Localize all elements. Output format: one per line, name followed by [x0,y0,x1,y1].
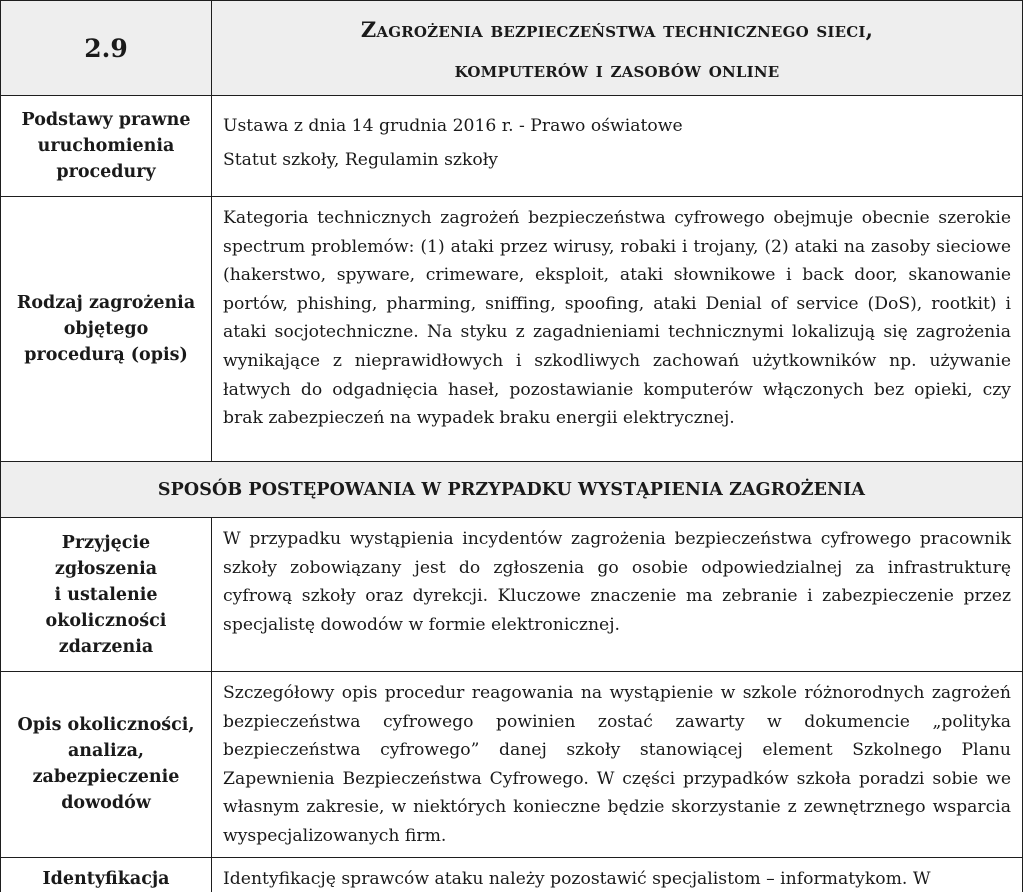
label-identyfikacja [1,857,212,892]
report-procedure: W przypadku wystąpienia incydentów zagrożenia bezpieczeństwa cyfrowego pracownik szkoły zobowiązany jest do zgłoszenia go osobie odpowiedzialnej za infrastrukturę cyfrową szkoły oraz dyrekcji. Kluczowe znaczenie ma zebranie i zabezpieczenie przez specjalistę dowodów w formie elektronicznej. [223,529,1011,635]
label-line: procedurą (opis) [24,345,188,365]
legal-basis-2: Statut szkoły, Regulamin szkoły [223,149,499,170]
label-rodzaj [1,197,212,462]
row-section-heading [1,462,1023,518]
legal-basis-1: Ustawa z dnia 14 grudnia 2016 r. - Prawo oświatowe [223,116,683,136]
label-line: i ustalenie [54,584,158,605]
procedure-title-line-2: komputerów i zasobów online [454,57,780,82]
label-line: objętego [63,319,149,339]
procedure-title [212,1,1023,96]
procedure-number: 2.9 [1,1,212,96]
label-line: Opis okoliczności, [17,715,195,736]
row-podstawy [1,96,1023,197]
label-przyjecie [1,518,212,672]
threat-description: Kategoria technicznych zagrożeń bezpieczeństwa cyfrowego obejmuje obecnie szerokie spectrum problemów: (1) ataki przez wirusy, robaki i trojany, (2) ataki na zasoby sieciowe (hakerstwo, spyware, crimeware, eksploit, ataki słownikowe i back door, skanowanie portów, phishing, pharming, sniffing, spoofing, ataki Denial of service (DoS), rootkit) i ataki socjotechniczne. Na styku z zagadnieniami technicznymi lokalizują się zagrożenia wynikające z nieprawidłowych i szkodliwych zachowań użytkowników np. używanie łatwych do odgadnięcia haseł, pozostawianie komputerów włączonych bez opieki, czy brak zabezpieczeń na wypadek braku energii elektrycznej. [223,208,1011,429]
label-line: Podstawy prawne [21,110,191,130]
section-heading: SPOSÓB POSTĘPOWANIA W PRZYPADKU WYSTĄPIENIA ZAGROŻENIA [1,462,1023,518]
label-line: Rodzaj zagrożenia [16,293,196,313]
analysis-procedure: Szczegółowy opis procedur reagowania na wystąpienie w szkole różnorodnych zagrożeń bezpieczeństwa cyfrowego powinien zostać zawarty w dokumencie „polityka bezpieczeństwa cyfrowego” danej szkoły stanowiącej element Szkolnego Planu Zapewnienia Bezpieczeństwa Cyfrowego. W części przypadków szkoła poradzi sobie we własnym zakresie, w niektórych konieczne będzie skorzystanie z zewnętrznego wsparcia wyspecjalizowanych firm. [223,683,1011,846]
label-line: Przyjęcie [61,532,151,553]
label-line: zgłoszenia [54,558,158,579]
content-opis [212,672,1023,858]
content-podstawy [212,96,1023,197]
content-rodzaj [212,197,1023,462]
label-podstawy [1,96,212,197]
label-line: zabezpieczenie [32,767,180,788]
label-line: analiza, [67,741,145,762]
content-identyfikacja [212,857,1023,892]
header-row [1,1,1023,96]
label-opis [1,672,212,858]
label-line: procedury [56,162,156,182]
row-rodzaj [1,197,1023,462]
label-line: Identyfikacja [42,868,170,889]
row-opis [1,672,1023,858]
content-przyjecie [212,518,1023,672]
label-line: uruchomienia [37,136,175,156]
row-przyjecie [1,518,1023,672]
label-line: okoliczności [45,610,167,631]
label-line: dowodów [61,793,151,814]
label-line: zdarzenia [58,636,154,657]
identification-procedure: Identyfikację sprawców ataku należy pozostawić specjalistom – informatykom. W [223,868,931,889]
row-identyfikacja [1,857,1023,892]
procedure-title-line-1: Zagrożenia bezpieczeństwa technicznego sieci, [360,17,874,42]
